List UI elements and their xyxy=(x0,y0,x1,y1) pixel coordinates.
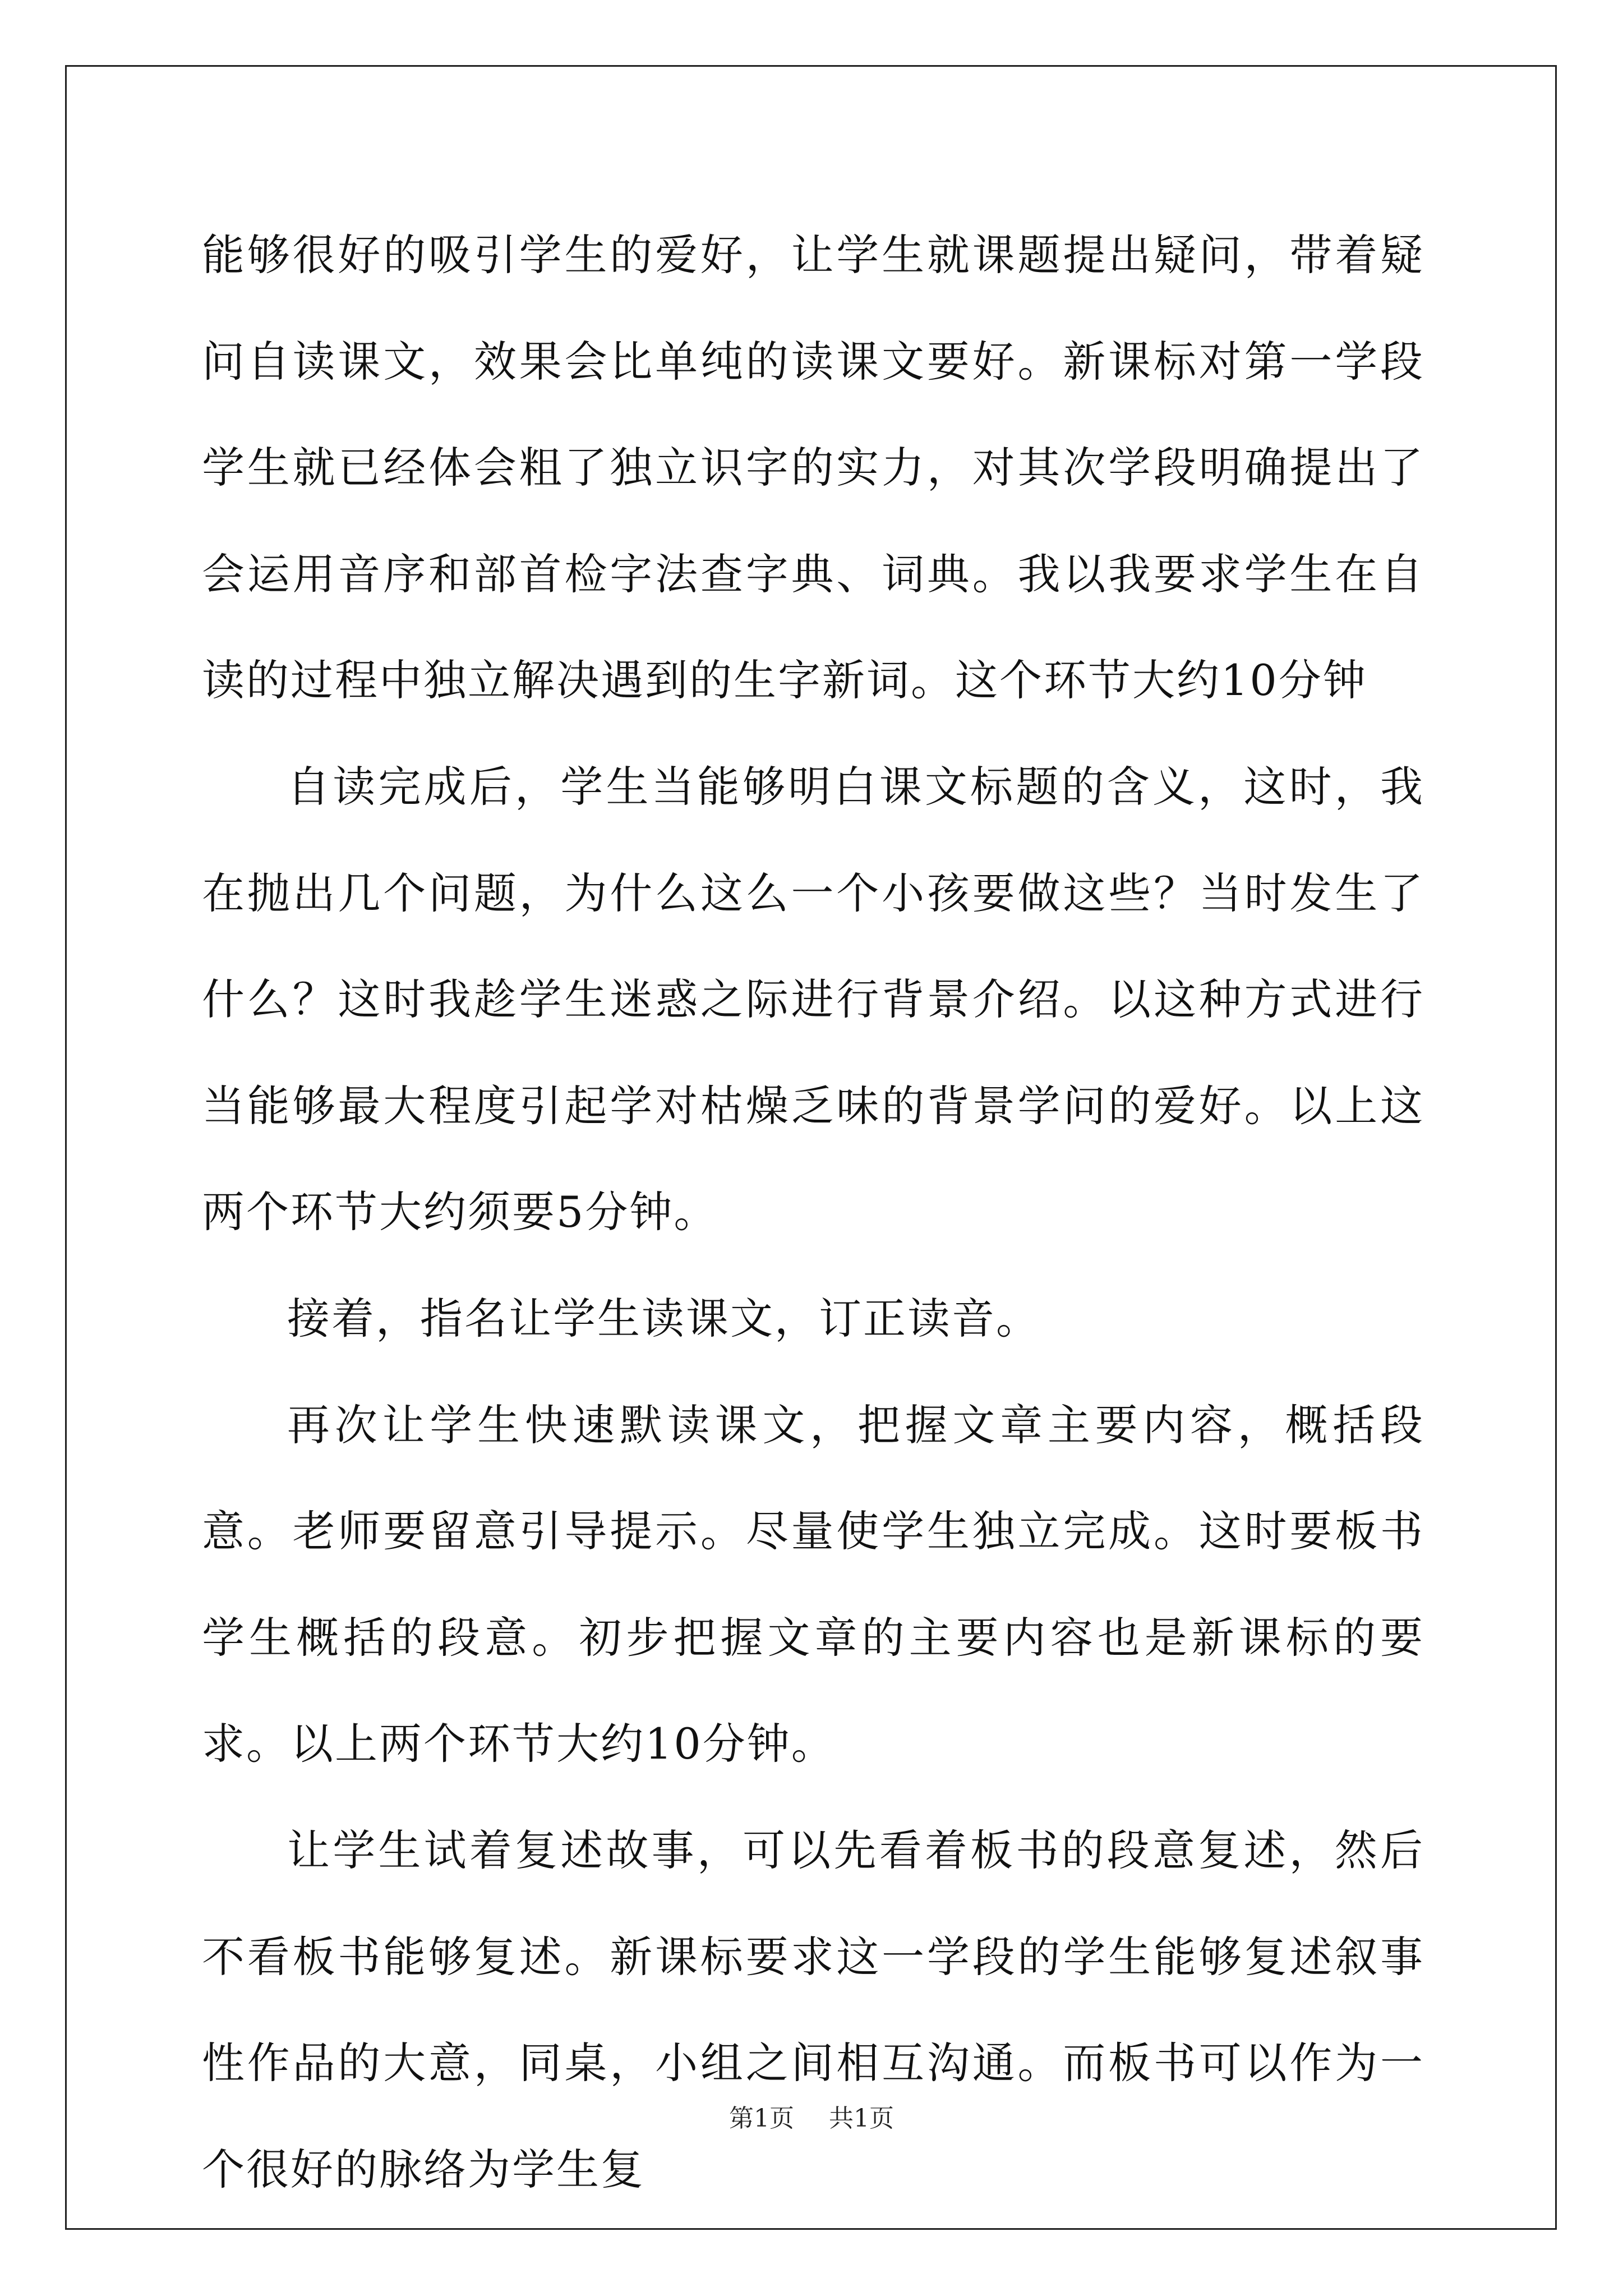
page-number-current: 第1页 xyxy=(729,2104,794,2133)
page-footer xyxy=(0,2098,1623,2134)
paragraph-4: 再次让学生快速默读课文，把握文章主要内容，概括段意。老师要留意引导提示。尽量使学生独立完成。这时要板书学生概括的段意。初步把握文章的主要内容也是新课标的要求。以上两个环节大约10分钟。 xyxy=(202,1400,1424,1769)
document-body xyxy=(202,202,1424,2223)
page-number-total: 共1页 xyxy=(829,2104,894,2133)
paragraph-1: 能够很好的吸引学生的爱好，让学生就课题提出疑问，带着疑问自读课文，效果会比单纯的读课文要好。新课标对第一学段学生就已经体会粗了独立识字的实力，对其次学段明确提出了会运用音序和部首检字法查字典、词典。我以我要求学生在自读的过程中独立解决遇到的生字新词。这个环节大约10分钟 xyxy=(202,230,1424,706)
paragraph-3: 接着，指名让学生读课文，订正读音。 xyxy=(287,1293,1040,1343)
paragraph-2: 自读完成后，学生当能够明白课文标题的含义，这时，我在抛出几个问题，为什么这么一个小孩要做这些？当时发生了什么？这时我趁学生迷惑之际进行背景介绍。以这种方式进行当能够最大程度引起学对枯燥乏味的背景学问的爱好。以上这两个环节大约须要5分钟。 xyxy=(202,761,1424,1237)
paragraph-5: 让学生试着复述故事，可以先看着板书的段意复述，然后不看板书能够复述。新课标要求这一学段的学生能够复述叙事性作品的大意，同桌，小组之间相互沟通。而板书可以作为一个很好的脉络为学生复 xyxy=(202,1825,1424,2194)
